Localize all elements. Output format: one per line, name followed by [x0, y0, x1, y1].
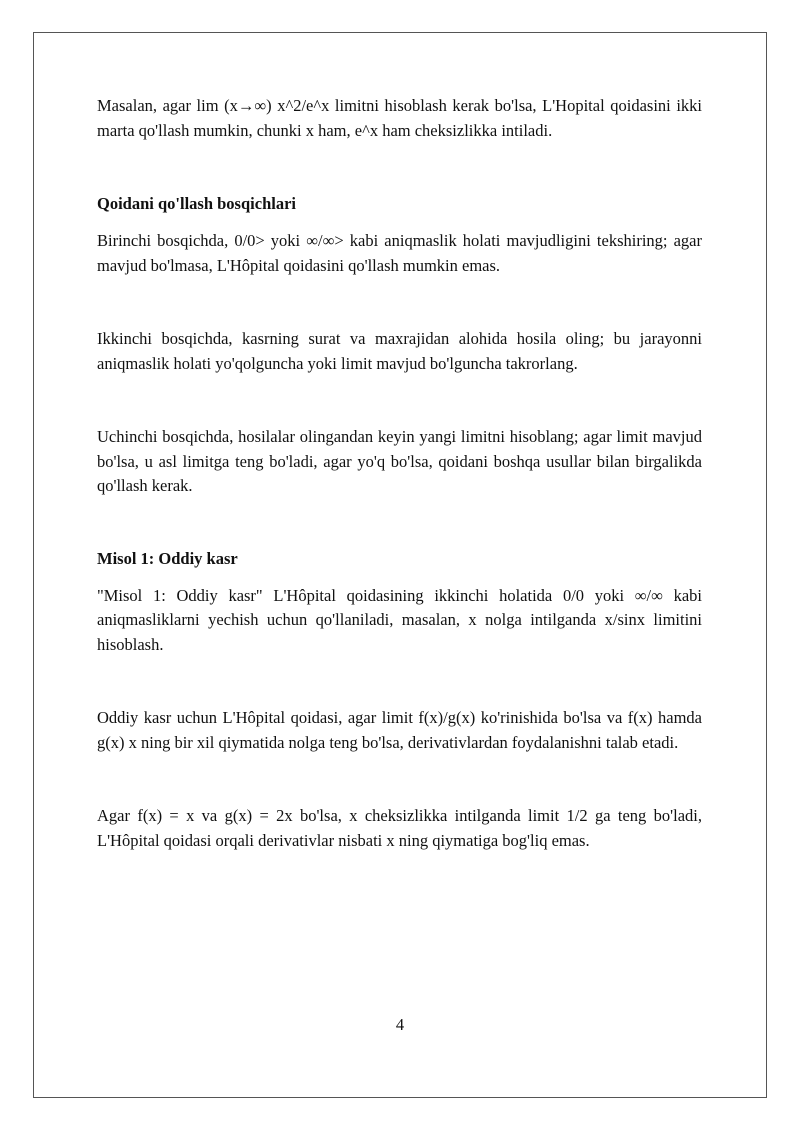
paragraph-example-3: Agar f(x) = x va g(x) = 2x bo'lsa, x cheksizlikka intilganda limit 1/2 ga teng bo'ladi, L'Hôpital qoidasi orqali derivativlar nisbati x ning qiymatiga bog'liq emas. — [97, 806, 702, 850]
paragraph-example-2: Oddiy kasr uchun L'Hôpital qoidasi, agar limit f(x)/g(x) ko'rinishida bo'lsa va f(x) hamda g(x) x ning bir xil qiymatida nolga teng bo'lsa, derivativlardan foydalanishni talab etadi. — [97, 708, 702, 752]
document-body — [97, 94, 702, 853]
section-heading-steps: Qoidani qo'llash bosqichlari — [97, 194, 296, 213]
section-heading-example-1: Misol 1: Oddiy kasr — [97, 548, 238, 568]
page-number: 4 — [395, 1015, 405, 1034]
paragraph-step-3: Uchinchi bosqichda, hosilalar olingandan keyin yangi limitni hisoblang; agar limit mavjud bo'lsa, u asl limitga teng bo'ladi, agar yo'q bo'lsa, qoidani boshqa usullar bilan birgalikda qo'llash kerak. — [97, 427, 702, 495]
paragraph-intro: Masalan, agar lim (x→∞) x^2/e^x limitni hisoblash kerak bo'lsa, L'Hopital qoidasini ikki marta qo'llash mumkin, chunki x ham, e^x ham cheksizlikka intiladi. — [97, 96, 702, 140]
paragraph-example-1: "Misol 1: Oddiy kasr" L'Hôpital qoidasining ikkinchi holatida 0/0 yoki ∞/∞ kabi aniqmasliklarni yechish uchun qo'llaniladi, masalan, x nolga intilganda x/sinx limitini hisoblash. — [97, 585, 702, 654]
paragraph-step-1: Birinchi bosqichda, 0/0> yoki ∞/∞> kabi aniqmaslik holati mavjudligini tekshiring; agar mavjud bo'lmasa, L'Hôpital qoidasini qo'llash mumkin emas. — [97, 231, 702, 275]
paragraph-step-2: Ikkinchi bosqichda, kasrning surat va maxrajidan alohida hosila oling; bu jarayonni aniqmaslik holati yo'qolguncha yoki limit mavjud bo'lguncha takrorlang. — [97, 329, 702, 373]
